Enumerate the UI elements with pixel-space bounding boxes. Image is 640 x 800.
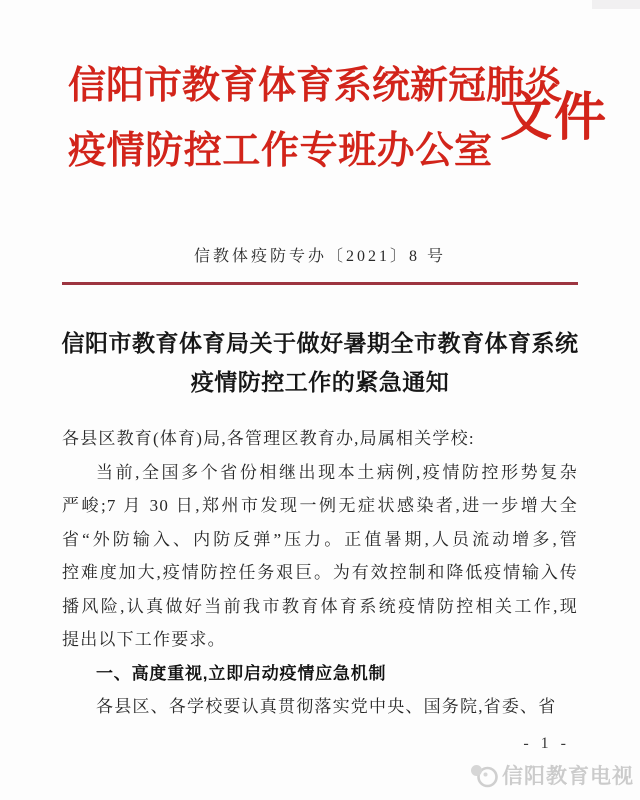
document-body	[62, 422, 578, 724]
doc-type-label: 文件	[500, 90, 609, 147]
org-name-line1: 信阳市教育体育系统新冠肺炎	[68, 65, 563, 107]
watermark	[469, 760, 634, 790]
page-number: - 1 -	[523, 735, 570, 752]
body-text-line: 播风险,认真做好当前我市教育体育系统疫情防控相关工作,现	[62, 596, 578, 616]
body-salutation-line: 各县区教育(体育)局,各管理区教育办,局属相关学校:	[62, 429, 475, 448]
document-title	[40, 324, 600, 402]
title-line2: 疫情防控工作的紧急通知	[190, 370, 450, 395]
body-text-line: 严峻;7 月 30 日,郑州市发现一例无症状感染者,进一步增大全	[62, 496, 578, 515]
body-text-line: 提出以下工作要求。	[62, 630, 226, 649]
letterhead	[68, 54, 609, 184]
body-text-line: 当前,全国多个省份相继出现本土病例,疫情防控形势复杂	[96, 462, 578, 482]
watermark-label: 信阳教育电视	[502, 765, 634, 788]
tv-station-logo-icon	[469, 762, 499, 789]
scan-artifact-strip	[592, 0, 640, 9]
section-heading-1: 一、高度重视,立即启动疫情应急机制	[96, 663, 387, 683]
document-number: 信教体疫防专办〔2021〕8 号	[193, 248, 446, 265]
body-text-line: 控难度加大,疫情防控任务艰巨。为有效控制和降低疫情输入传	[62, 563, 578, 582]
red-divider-line	[62, 282, 578, 285]
title-line1: 信阳市教育体育局关于做好暑期全市教育体育系统	[61, 331, 579, 356]
body-text-line: 各县区、各学校要认真贯彻落实党中央、国务院,省委、省	[96, 697, 557, 716]
org-name-line2: 疫情防控工作专班办公室	[68, 130, 492, 172]
body-text-line: 省“外防输入、内防反弹”压力。正值暑期,人员流动增多,管	[62, 529, 578, 549]
